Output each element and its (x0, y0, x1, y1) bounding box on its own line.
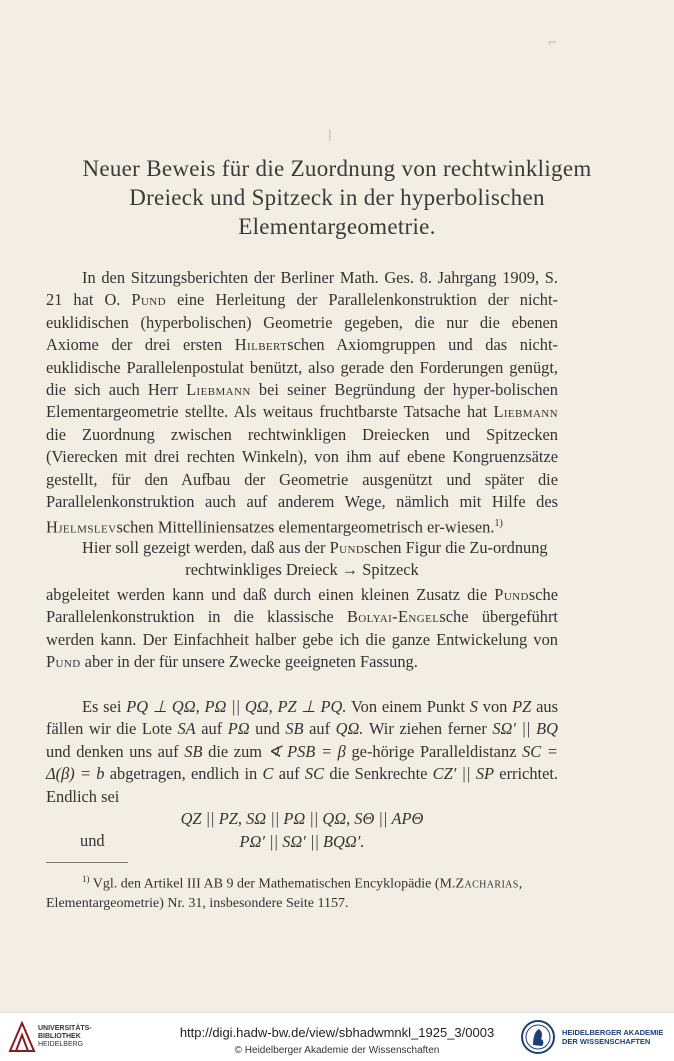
person-name: Hilbert (234, 335, 288, 355)
inline-math: S (469, 697, 478, 716)
inline-math: PΩ (227, 719, 250, 739)
text-run: Wir ziehen ferner (368, 719, 487, 739)
display-equation-2: PΩ′ || SΩ′ || BQΩ′. (239, 831, 365, 851)
paragraph-2 (46, 537, 558, 673)
copyright-notice: © Heidelberger Akademie der Wissenschaften (234, 1045, 440, 1056)
footnote-reference[interactable]: 1) (494, 518, 503, 530)
text-run: die Senkrechte (329, 764, 428, 784)
person-name: Pund (131, 290, 166, 310)
text-run: aus fällen wir die Lote (46, 697, 558, 739)
footnote (46, 870, 558, 913)
title-line-1: Neuer Beweis für die Zuordnung von rechtwinkligem (82, 156, 592, 181)
inline-math: PZ (512, 697, 532, 716)
text-run: Von einem Punkt (350, 697, 465, 716)
academy-name-line: DER WISSENSCHAFTEN (562, 1037, 651, 1046)
equation-connector: und (80, 831, 105, 851)
library-name-line: UNIVERSITÄTS- (38, 1025, 92, 1032)
person-name: Pund (329, 538, 365, 557)
text-run: und denken uns auf (46, 741, 179, 761)
paragraph-1 (46, 267, 558, 539)
person-name: Liebmann (493, 402, 558, 422)
text-run: Es sei (82, 697, 122, 716)
inline-math: QΩ. (335, 719, 364, 739)
text-run: sche übergeführt werden kann. Der Einfachheit halber gebe ich die ganze Entwickelung von (46, 607, 558, 649)
text-run: und (255, 719, 280, 739)
inline-math: SC = Δ(β) = b (46, 741, 558, 784)
person-name: Zacharias (455, 876, 519, 892)
scan-speck: ⌐ (548, 36, 558, 49)
text-run: bei seiner Begründung der hyper-bolischen Elementargeometrie stellte. Als weitaus fruchtbarste Tatsache hat (46, 380, 558, 422)
text-run: In den Sitzungsberichten der Berliner Math. Ges. 8. Jahrgang 1909, S. 21 hat O. (46, 268, 558, 310)
inline-math: CZ′ || SP (432, 764, 495, 784)
text-run: Hier soll gezeigt werden, daß aus der (82, 538, 326, 557)
person-name: Bolyai-Engel (346, 607, 440, 627)
article-title (0, 154, 674, 241)
viewer-footer (0, 1012, 674, 1061)
inline-math: SB (285, 719, 304, 739)
text-run: abgeleitet werden kann und daß durch einen kleinen Zusatz die (46, 584, 488, 604)
title-line-2: Dreieck und Spitzeck in der hyperbolischen (129, 185, 545, 210)
academy-seal-icon[interactable] (520, 1019, 556, 1055)
text-run: die zum (208, 741, 263, 761)
text-run: auf (309, 719, 331, 739)
inline-math: SA (177, 719, 196, 739)
inline-math: C (262, 764, 274, 784)
text-run: Vgl. den Artikel III AB 9 der Mathematischen Encyklopädie (M. (92, 876, 456, 892)
scan-speck: | (328, 128, 332, 141)
library-name-line: HEIDELBERG (38, 1041, 84, 1048)
library-name-line: BIBLIOTHEK (38, 1033, 81, 1040)
title-line-3: Elementargeometrie. (238, 214, 436, 239)
academy-name[interactable] (562, 1028, 663, 1046)
text-run: auf (201, 719, 223, 739)
text-run: auf (278, 764, 300, 784)
person-name: Liebmann (186, 380, 251, 400)
person-name: Hjelmslev (46, 517, 117, 537)
display-equation-1: QZ || PZ, SΩ || PΩ || QΩ, SΘ || APΘ (180, 809, 424, 829)
text-run: eine Herleitung der Parallelenkonstruktion der nicht-euklidischen (hyperbolischen) Geometrie gegeben, die nur die ebenen Axiome der drei ersten (46, 290, 558, 355)
inline-math: SB (184, 741, 203, 761)
inline-math: SΩ′ || BQ (492, 719, 558, 739)
person-name: Pund (46, 652, 81, 672)
academy-name-line: HEIDELBERGER AKADEMIE (562, 1028, 664, 1037)
text-run: , Elementargeometrie) Nr. 31, insbesondere Seite 1157. (46, 876, 523, 911)
person-name: Pund (494, 584, 529, 604)
text-run: von (482, 697, 508, 716)
text-run: ge-hörige Paralleldistanz (351, 741, 517, 761)
paragraph-3 (46, 696, 558, 853)
display-formula: rechtwinkliges Dreieck → Spitzeck (185, 560, 419, 580)
text-run: die Zuordnung zwischen rechtwinkligen Dreiecken und Spitzecken (Vierecken mit drei rechten Winkeln), von ihm auf ebene Kongruenzsätze gestellt, für den Aufbau der Geometrie ausgenützt und später die Parallelenkonstruktion auch auf anderem Wege, nämlich mit Hilfe des (46, 424, 558, 512)
text-run: abgetragen, endlich in (109, 764, 258, 784)
text-run: schen Figur die Zu-ordnung (364, 538, 548, 557)
text-run: errichtet. Endlich sei (46, 764, 558, 806)
text-run: schen Axiomgruppen und das nicht-euklidische Parallelenpostulat benützt, also gerade den Forderungen genügt, die sich auch Herr (46, 335, 558, 400)
permalink-url[interactable]: http://digi.hadw-bw.de/view/sbhadwmnkl_1925_3/0003 (179, 1025, 495, 1040)
inline-math: SC (304, 764, 325, 784)
text-run: aber in der für unsere Zwecke geeigneten Fassung. (84, 652, 418, 672)
inline-math: ∢ PSB = β (267, 741, 346, 761)
footnote-mark: 1) (82, 874, 90, 884)
footnote-rule (46, 862, 128, 863)
inline-math: PQ ⊥ QΩ, PΩ || QΩ, PZ ⊥ PQ. (126, 697, 347, 716)
text-run: sche Parallelenkonstruktion in die klassische (46, 584, 558, 627)
text-run: schen Mittelliniensatzes elementargeometrisch er-wiesen. (116, 517, 495, 537)
